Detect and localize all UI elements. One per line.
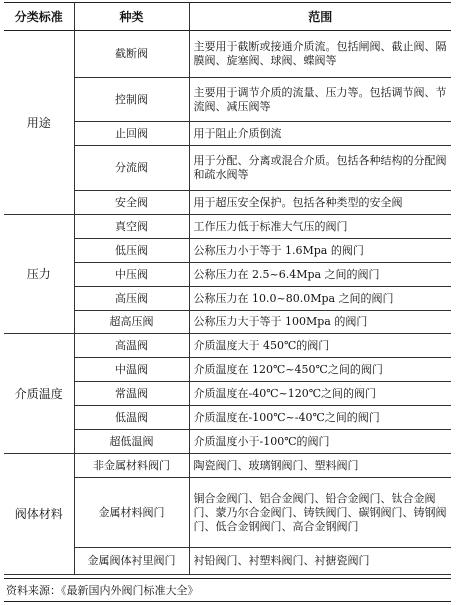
range-cell: 主要用于截断或接通介质流。包括闸阀、截止阀、隔膜阀、旋塞阀、球阀、蝶阀等: [189, 31, 451, 78]
table-body: [4, 31, 451, 575]
category-cell: 用途: [4, 31, 74, 215]
type-cell: 截断阀: [74, 31, 189, 78]
type-cell: 中压阀: [74, 263, 189, 287]
type-cell: 金属阀体衬里阀门: [74, 548, 189, 575]
header-row: [4, 3, 451, 31]
valve-classification-table: [4, 2, 451, 575]
range-cell: 介质温度在-100℃~-40℃之间的阀门: [189, 406, 451, 430]
category-cell: 介质温度: [4, 334, 74, 454]
range-cell: 介质温度在-40℃~120℃之间的阀门: [189, 382, 451, 406]
range-cell: 铜合金阀门、铝合金阀门、铅合金阀门、钛合金阀门、蒙乃尔合金阀门、铸铁阀门、碳钢阀门、铸钢阀门、低合金钢阀门、高合金钢阀门: [189, 478, 451, 548]
type-cell: 低压阀: [74, 239, 189, 263]
range-cell: 公称压力在 10.0~80.0Mpa 之间的阀门: [189, 287, 451, 311]
range-cell: 公称压力小于等于 1.6Mpa 的阀门: [189, 239, 451, 263]
table-header: [4, 3, 451, 31]
range-cell: 陶瓷阀门、玻璃钢阀门、塑料阀门: [189, 454, 451, 478]
type-cell: 常温阀: [74, 382, 189, 406]
range-cell: 工作压力低于标准大气压的阀门: [189, 215, 451, 239]
range-cell: 用于分配、分离或混合介质。包括各种结构的分配阀和疏水阀等: [189, 146, 451, 191]
header-type: 种类: [74, 3, 189, 31]
range-cell: 介质温度大于 450℃的阀门: [189, 334, 451, 358]
category-cell: 压力: [4, 215, 74, 334]
table-row: [4, 454, 451, 478]
type-cell: 超低温阀: [74, 430, 189, 454]
header-range: 范围: [189, 3, 451, 31]
type-cell: 真空阀: [74, 215, 189, 239]
type-cell: 控制阀: [74, 78, 189, 122]
category-cell: 阀体材料: [4, 454, 74, 575]
table-row: [4, 215, 451, 239]
range-cell: 用于阻止介质倒流: [189, 122, 451, 146]
type-cell: 非金属材料阀门: [74, 454, 189, 478]
type-cell: 中温阀: [74, 358, 189, 382]
table-row: [4, 31, 451, 78]
type-cell: 高压阀: [74, 287, 189, 311]
range-cell: 用于超压安全保护。包括各种类型的安全阀: [189, 191, 451, 215]
range-cell: 衬铅阀门、衬塑料阀门、衬搪瓷阀门: [189, 548, 451, 575]
type-cell: 金属材料阀门: [74, 478, 189, 548]
range-cell: 公称压力在 2.5~6.4Mpa 之间的阀门: [189, 263, 451, 287]
source-note: 资料来源：《最新国内外阀门标准大全》: [4, 578, 451, 602]
header-category: 分类标准: [4, 3, 74, 31]
type-cell: 止回阀: [74, 122, 189, 146]
range-cell: 介质温度在 120℃~450℃之间的阀门: [189, 358, 451, 382]
range-cell: 公称压力大于等于 100Mpa 的阀门: [189, 311, 451, 334]
range-cell: 主要用于调节介质的流量、压力等。包括调节阀、节流阀、减压阀等: [189, 78, 451, 122]
type-cell: 分流阀: [74, 146, 189, 191]
range-cell: 介质温度小于-100℃的阀门: [189, 430, 451, 454]
table-row: [4, 334, 451, 358]
type-cell: 安全阀: [74, 191, 189, 215]
type-cell: 高温阀: [74, 334, 189, 358]
type-cell: 超高压阀: [74, 311, 189, 334]
type-cell: 低温阀: [74, 406, 189, 430]
